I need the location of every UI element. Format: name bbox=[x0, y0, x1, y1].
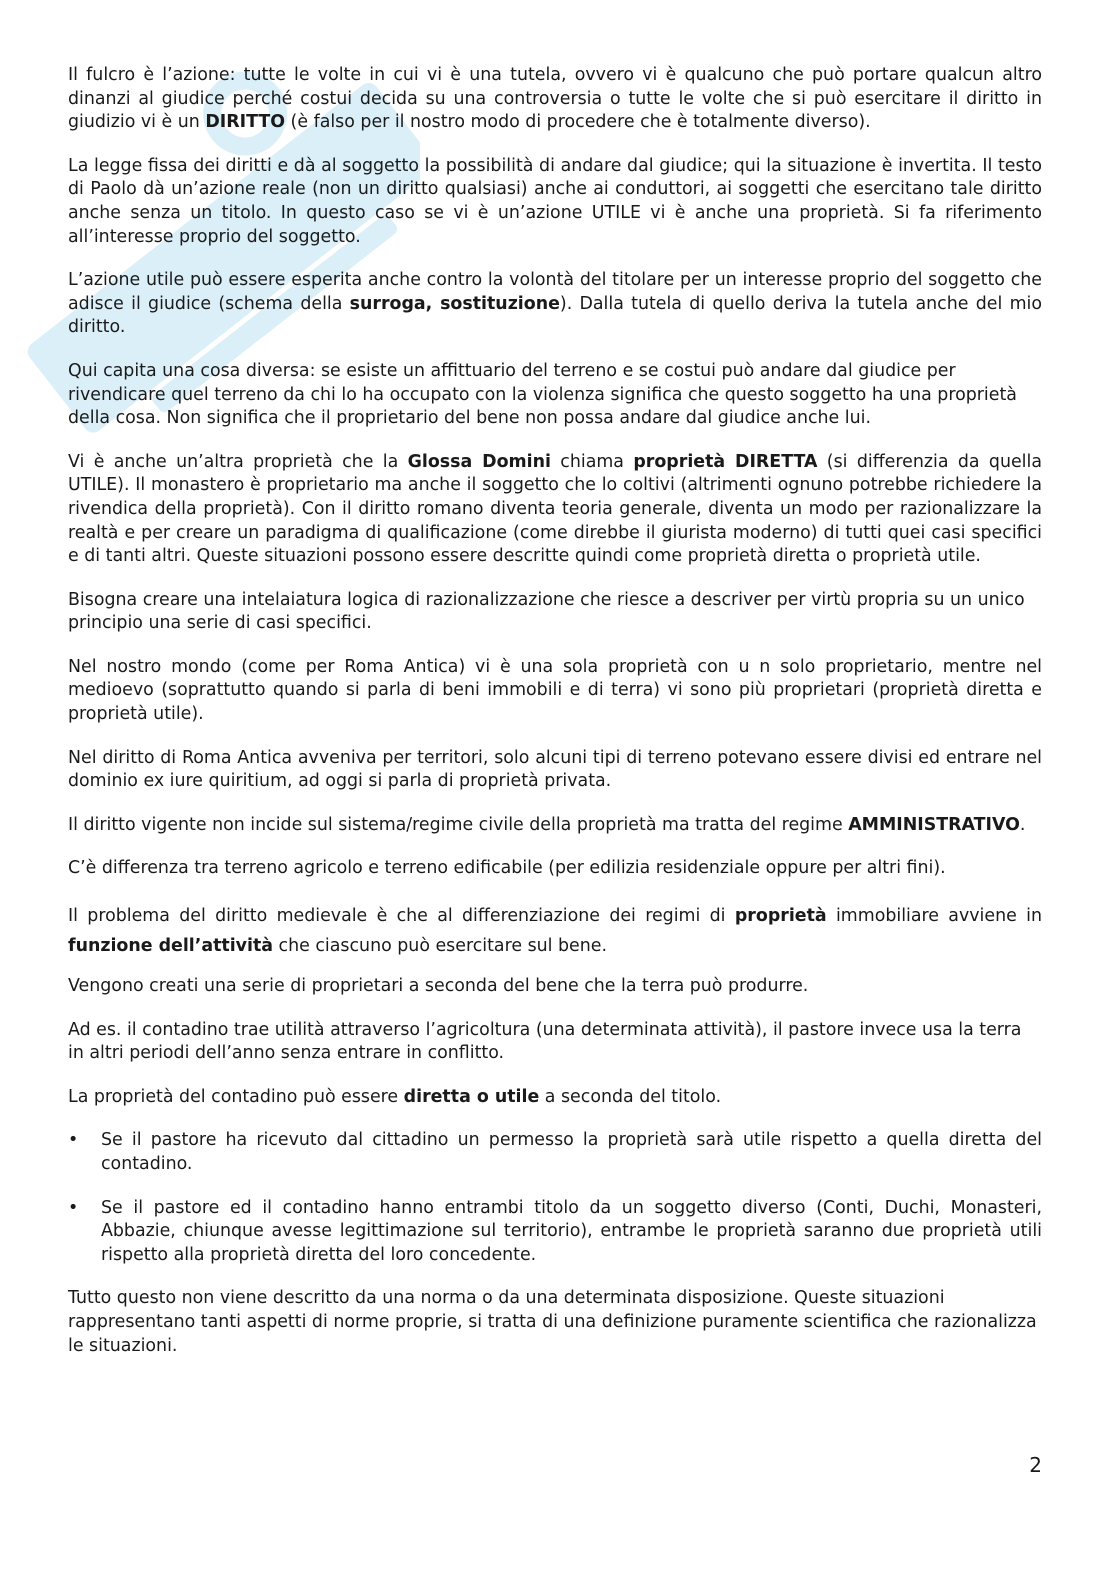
paragraph-4: Qui capita una cosa diversa: se esiste un affittuario del terreno e se costui può andare dal giudice per rivendicare quel terreno da chi lo ha occupato con la violenza significa che questo soggetto ha una proprietà della cosa. Non significa che il proprietario del bene non possa andare dal giudice anche lui. bbox=[68, 360, 1017, 429]
paragraph-1: Il fulcro è l’azione: tutte le volte in cui vi è una tutela, ovvero vi è qualcuno che può portare qualcun altro dinanzi al giudice perché costui decida su una controversia o tutte le volte che si può esercitare il diritto in giudizio vi è un DIRITTO (è falso per il nostro modo di procedere che è totalmente diverso). bbox=[68, 65, 1042, 133]
document-body bbox=[68, 64, 1042, 1378]
list-item: • Se il pastore ed il contadino hanno entrambi titolo da un soggetto diverso (Conti, Duchi, Monasteri, Abbazie, chiunque avesse legittimazione sul territorio), entrambe le proprietà saranno due proprietà utili rispetto alla proprietà diretta del loro concedente. bbox=[68, 1197, 1042, 1268]
paragraph-7: Nel nostro mondo (come per Roma Antica) vi è una sola proprietà con u n solo proprietario, mentre nel medioevo (soprattutto quando si parla di beni immobili e di terra) vi sono più proprietari (proprietà diretta e proprietà utile). bbox=[68, 656, 1042, 725]
paragraph-9: Il diritto vigente non incide sul sistema/regime civile della proprietà ma tratta del regime AMMINISTRATIVO. bbox=[68, 814, 1026, 835]
paragraph-6: Bisogna creare una intelaiatura logica di razionalizzazione che riesce a descriver per virtù propria su un unico principio una serie di casi specifici. bbox=[68, 589, 1025, 634]
paragraph-8: Nel diritto di Roma Antica avveniva per territori, solo alcuni tipi di terreno potevano essere divisi ed entrare nel dominio ex iure quiritium, ad oggi si parla di proprietà privata. bbox=[68, 747, 1042, 792]
list-item: • Se il pastore ha ricevuto dal cittadino un permesso la proprietà sarà utile rispetto a quella diretta del contadino. bbox=[68, 1129, 1042, 1176]
paragraph-5: Vi è anche un’altra proprietà che la Glossa Domini chiama proprietà DIRETTA (si differenzia da quella UTILE). Il monastero è proprietario ma anche il soggetto che lo coltivi (altrimenti ognuno potrebbe richiedere la rivendica della proprietà). Con il diritto romano diventa teoria generale, diventa un modo per razionalizzare la realtà e per creare un paradigma di qualificazione (come direbbe il giurista moderno) di tutti quei casi specifici e di tanti altri. Queste situazioni possono essere descritte quindi come proprietà diretta o proprietà utile. bbox=[68, 451, 1042, 567]
paragraph-3: L’azione utile può essere esperita anche contro la volontà del titolare per un interesse proprio del soggetto che adisce il giudice (schema della surroga, sostituzione). Dalla tutela di quello deriva la tutela anche del mio diritto. bbox=[68, 270, 1042, 338]
bullet-list bbox=[68, 1129, 1042, 1267]
paragraph-15: Tutto questo non viene descritto da una norma o da una determinata disposizione. Queste situazioni rappresentano tanti aspetti di norme proprie, si tratta di una definizione puramente scientifica che razionalizza le situazioni. bbox=[68, 1288, 1037, 1356]
page-number: 2 bbox=[1029, 1453, 1042, 1477]
paragraph-2: La legge fissa dei diritti e dà al soggetto la possibilità di andare dal giudice; qui la situazione è invertita. Il testo di Paolo dà un’azione reale (non un diritto qualsiasi) anche ai conduttori, ai soggetti che esercitano tale diritto anche senza un titolo. In questo caso se vi è un’azione UTILE vi è anche una proprietà. Si fa riferimento all’interesse proprio del soggetto. bbox=[68, 155, 1042, 247]
paragraph-12: Vengono creati una serie di proprietari a seconda del bene che la terra può produrre. bbox=[68, 976, 809, 997]
paragraph-13: Ad es. il contadino trae utilità attraverso l’agricoltura (una determinata attività), il pastore invece usa la terra in altri periodi dell’anno senza entrare in conflitto. bbox=[68, 1019, 1022, 1064]
paragraph-11: Il problema del diritto medievale è che al differenziazione dei regimi di proprietà immobiliare avviene in funzione dell’attività che ciascuno può esercitare sul bene. bbox=[68, 906, 1042, 957]
paragraph-10: C’è differenza tra terreno agricolo e terreno edificabile (per edilizia residenziale oppure per altri fini). bbox=[68, 858, 946, 879]
paragraph-14: La proprietà del contadino può essere diretta o utile a seconda del titolo. bbox=[68, 1086, 722, 1107]
